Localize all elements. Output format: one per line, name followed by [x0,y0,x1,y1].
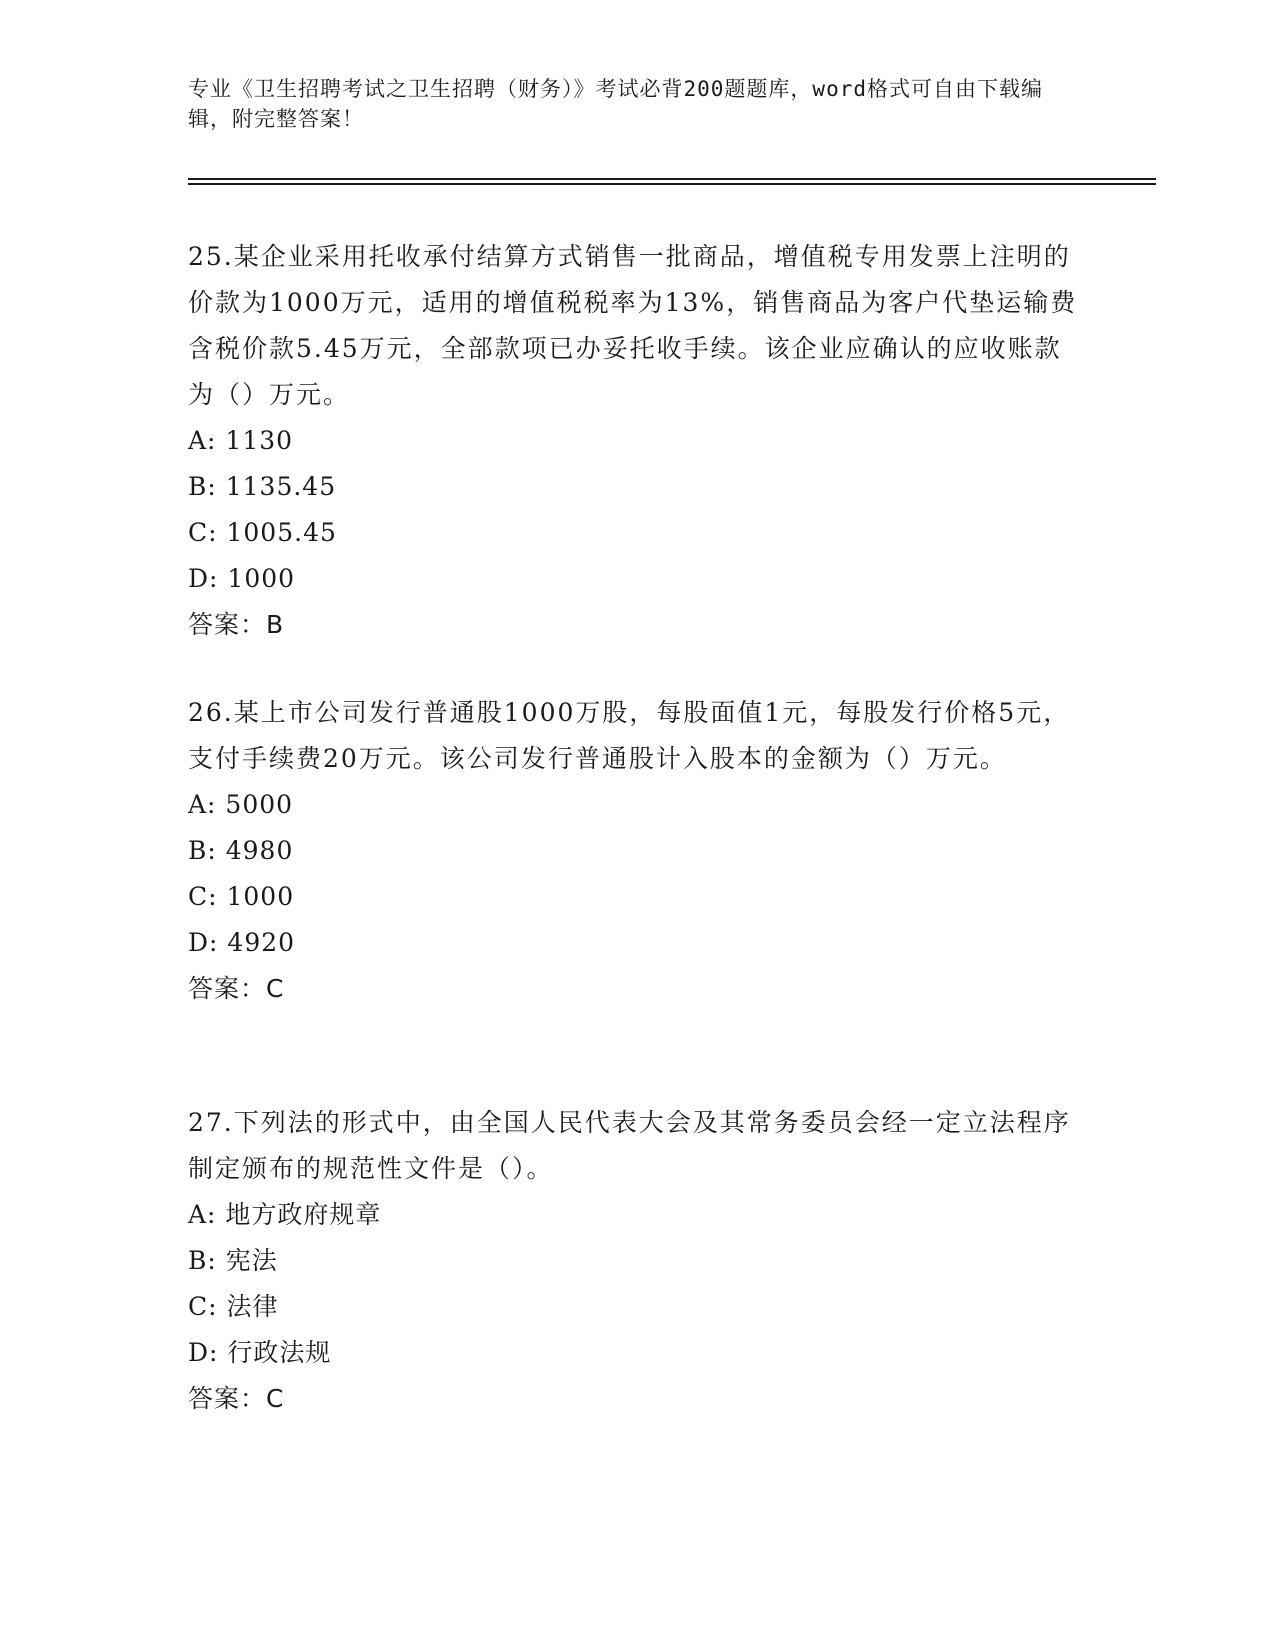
option-b: B: 宪法 [188,1246,278,1275]
question-26 [188,690,1088,1012]
option-d: D: 4920 [188,928,296,957]
option-a: A: 5000 [188,790,294,819]
option-d: D: 1000 [188,564,296,593]
option-b: B: 4980 [188,836,294,865]
answer-line: 答案：C [188,1384,285,1413]
option-b: B: 1135.45 [188,472,337,501]
question-stem: 26.某上市公司发行普通股1000万股，每股面值1元，每股发行价格5元，支付手续费20万元。该公司发行普通股计入股本的金额为（）万元。 [188,698,1071,773]
option-c: C: 法律 [188,1292,279,1321]
answer-line: 答案：B [188,610,285,639]
question-stem: 25.某企业采用托收承付结算方式销售一批商品，增值税专用发票上注明的价款为1000万元，适用的增值税税率为13%，销售商品为客户代垫运输费含税价款5.45万元，全部款项已办妥托收手续。该企业应确认的应收账款为（）万元。 [188,242,1078,409]
header-divider-bottom [188,183,1156,185]
document-header: 专业《卫生招聘考试之卫生招聘（财务）》考试必背200题题库，word格式可自由下载编辑，附完整答案！ [188,77,1043,131]
answer-line: 答案：C [188,974,285,1003]
option-a: A: 1130 [188,426,294,455]
question-25 [188,234,1088,648]
header-divider-top [188,178,1156,180]
option-d: D: 行政法规 [188,1338,332,1367]
question-stem: 27.下列法的形式中，由全国人民代表大会及其常务委员会经一定立法程序制定颁布的规范性文件是（）。 [188,1108,1071,1183]
option-c: C: 1000 [188,882,295,911]
option-c: C: 1005.45 [188,518,337,547]
option-a: A: 地方政府规章 [188,1200,382,1229]
question-27 [188,1100,1088,1422]
